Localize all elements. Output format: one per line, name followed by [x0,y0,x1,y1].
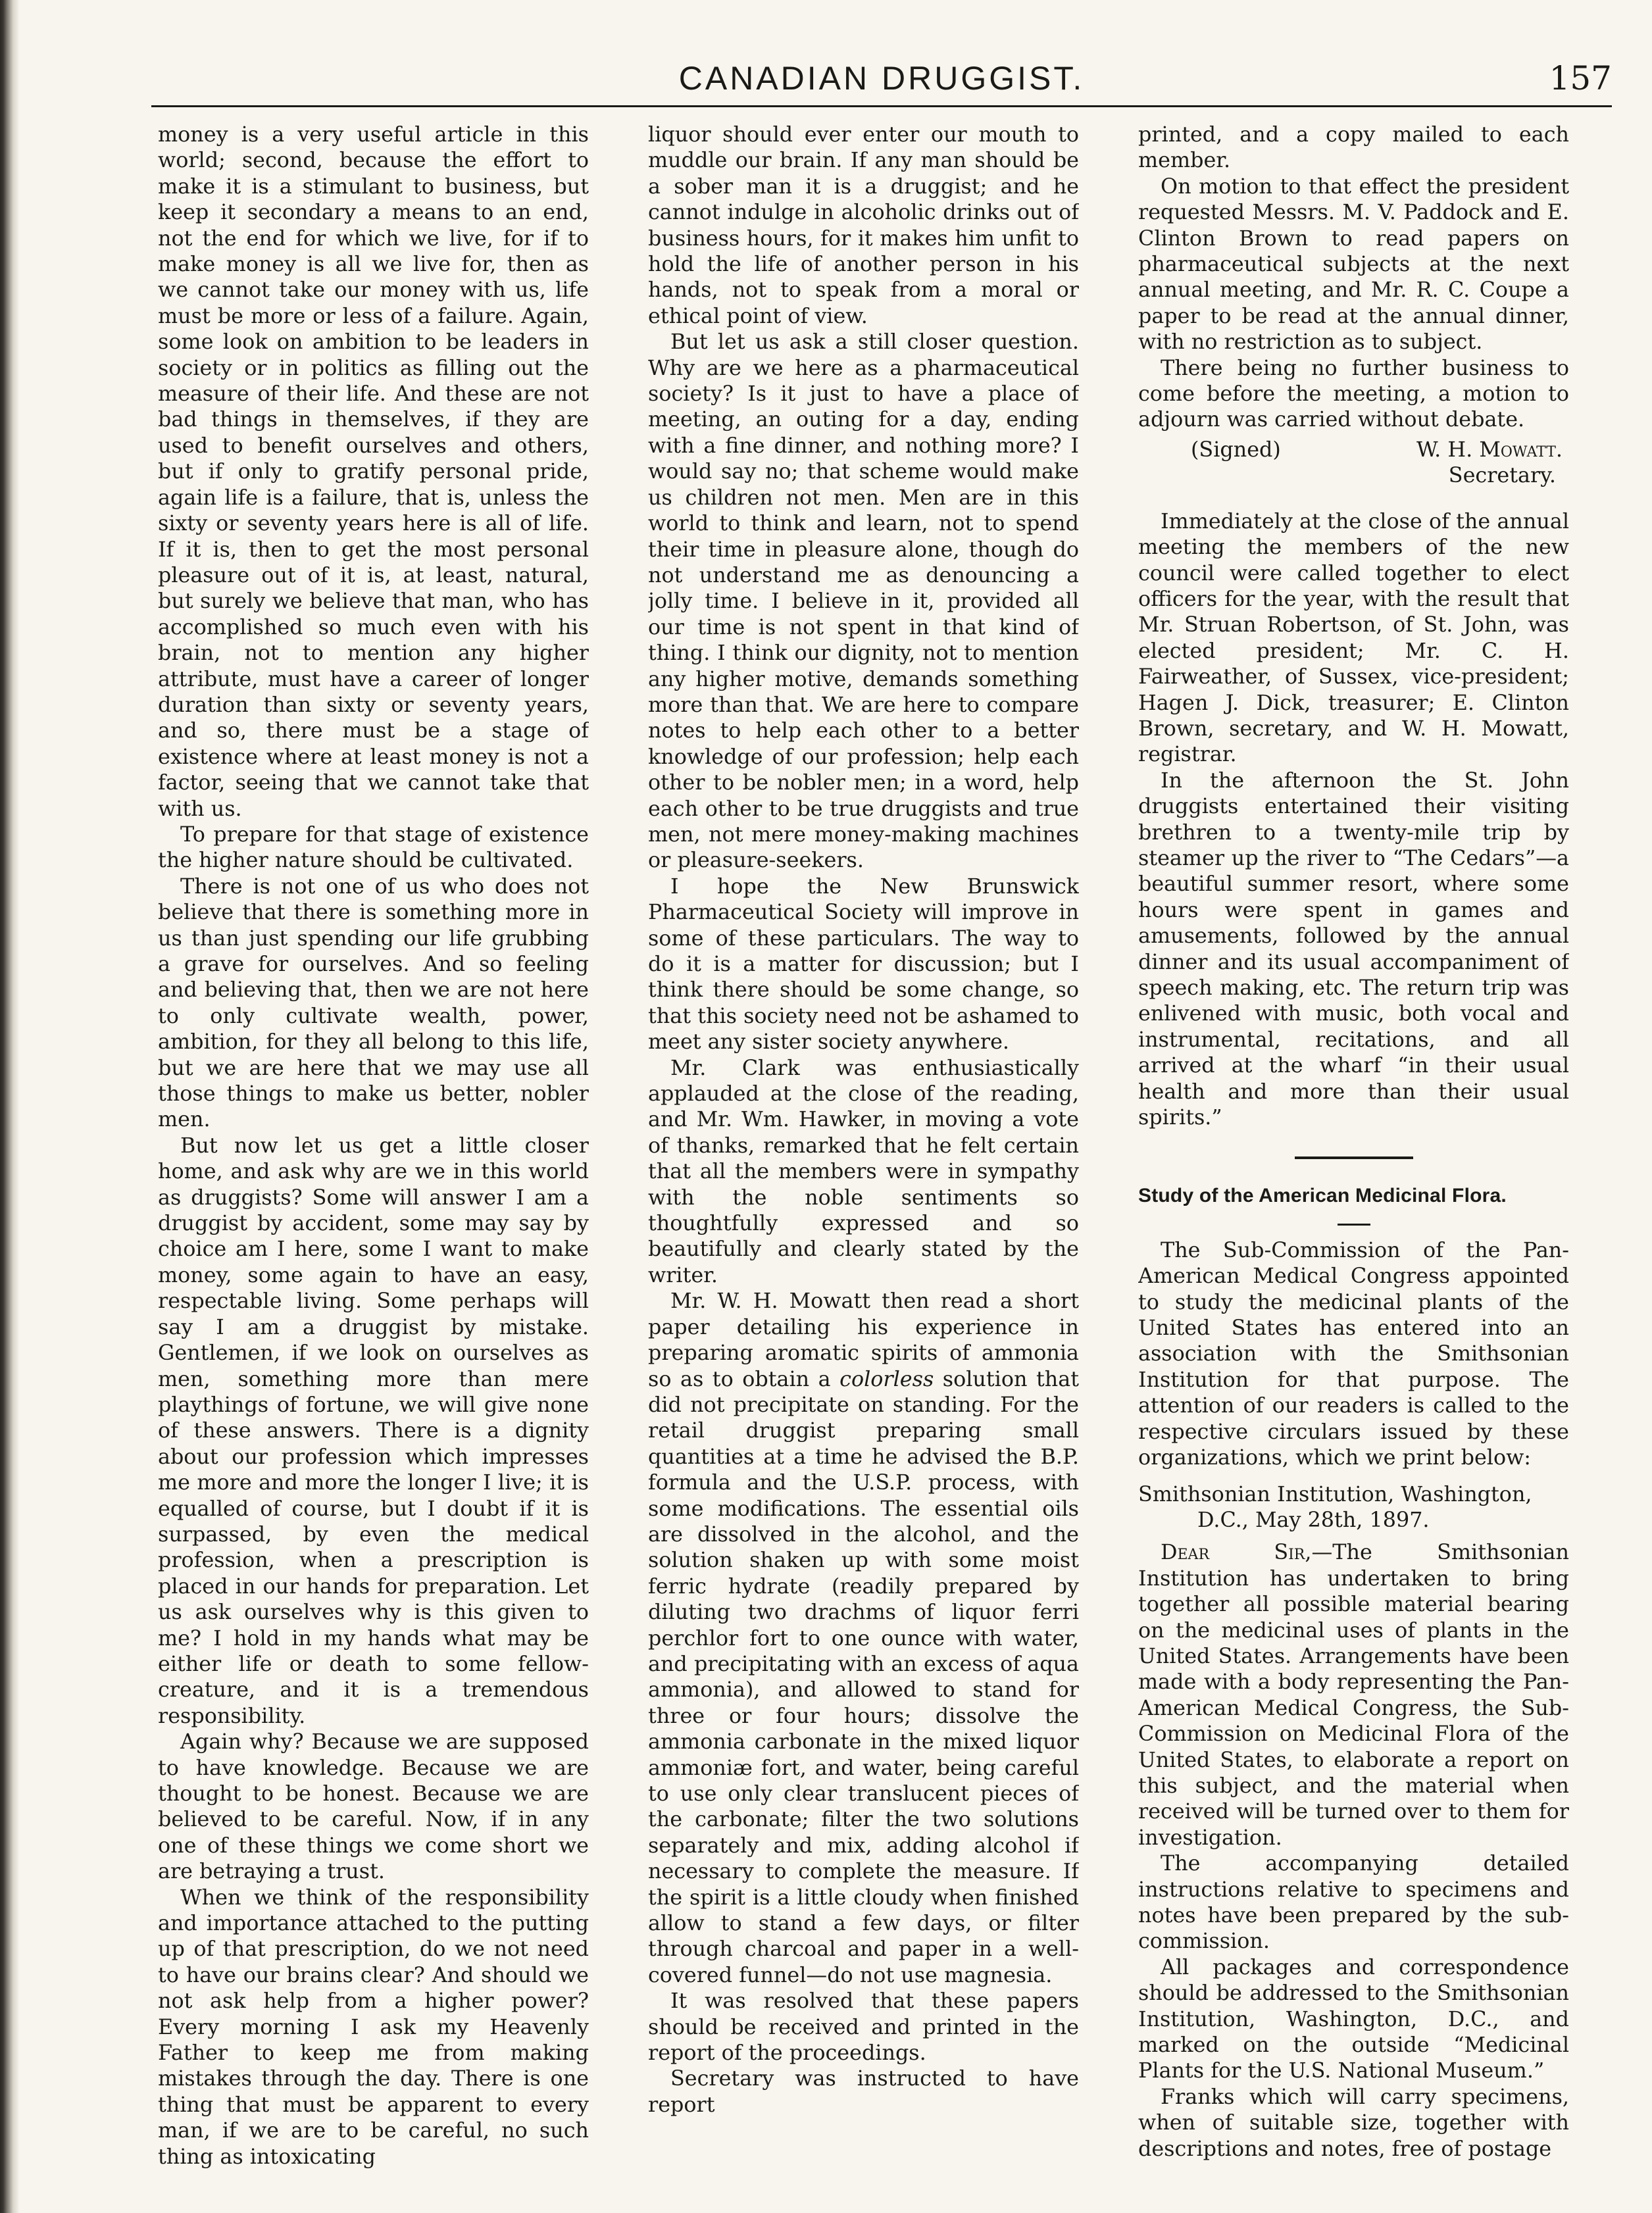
paragraph: The Sub-Commission of the Pan-American Medical Congress appointed to study the medicinal plants of the United States has entered into an association with the Smithsonian Institution for that purpose. The attention of our readers is called to the respective circulars issued by these organizations, which we print below: [1138,1237,1569,1470]
signature-line [1138,437,1569,462]
paragraph: All packages and correspondence should be addressed to the Smithsonian Institution, Washington, D.C., and marked on the outside “Medicinal Plants for the U.S. National Museum.” [1138,1954,1569,2083]
text-run: —The Smithsonian Institution has undertaken to bring together all possible material bearing on the medicinal uses of plants in the United States. Arrangements have been made with a body representing the Pan-American Medical Congress, the Sub-Commission on Medicinal Flora of the United States, to elaborate a report on this subject, and the material when received will be turned over to them for investigation. [1138,1540,1569,1850]
salutation: Dear Sir, [1161,1540,1312,1565]
paragraph: But now let us get a little closer home, and ask why are we in this world as druggists? Some will answer I am a druggist by accident, some may say by choice am I here, some I want to make money, some again to have an easy, respectable living. Some perhaps will say I am a druggist by mistake. Gentlemen, if we look on ourselves as men, something more than mere playthings of fortune, we will give none of these answers. There is a dignity about our profession which impresses me more and more the longer I live; it is equalled of course, but I doubt if it is surpassed, by even the medical profession, when a prescription is placed in our hands for preparation. Let us ask ourselves why is this given to me? I hold in my hands what may be either life or death to some fellow-creature, and it is a tremendous responsibility. [158,1133,589,1728]
page-number: 157 [1549,59,1612,97]
text-column-3 [1138,122,1569,2207]
heading-rule [1338,1224,1370,1226]
paragraph [1138,1539,1569,1851]
italic-term: colorless [839,1366,934,1391]
paragraph [648,1288,1079,1988]
journal-title: CANADIAN DRUGGIST. [678,60,1085,97]
paragraph: Immediately at the close of the annual meeting the members of the new council were called together to elect officers for the year, with the result that Mr. Struan Robertson, of St. John, was elected president; Mr. C. H. Fairweather, of Sussex, vice-president; Hagen J. Dick, treasurer; E. Clinton Brown, secretary, and W. H. Mowatt, registrar. [1138,509,1569,767]
paragraph: Franks which will carry specimens, when of suitable size, together with descriptions and notes, free of postage [1138,2084,1569,2161]
text-run: Mr. W. H. Mowatt then read a short paper detailing his experience in preparing aromatic spirits of ammonia so as to obtain a [648,1289,1079,1391]
signer-name: W. H. Mowatt. [1416,437,1563,462]
paragraph: The accompanying detailed instructions relative to specimens and notes have been prepared by the sub-commission. [1138,1851,1569,1954]
signed-label: (Signed) [1191,437,1281,462]
text-column-1 [158,122,589,2207]
text-column-2 [648,122,1079,2207]
paragraph: printed, and a copy mailed to each member. [1138,122,1569,173]
paragraph: It was resolved that these papers should be received and printed in the report of the proceedings. [648,1989,1079,2066]
paragraph: Mr. Clark was enthusiastically applauded at the close of the reading, and Mr. Wm. Hawker, in moving a vote of thanks, remarked that he felt certain that all the members were in sympathy with the noble sentiments so thoughtfully expressed and so beautifully and clearly stated by the writer. [648,1055,1079,1287]
letter-dateline [1138,1481,1569,1533]
paragraph: I hope the New Brunswick Pharmaceutical Society will improve in some of these particulars. The way to do it is a matter for discussion; but I think there should be some change, so that this society need not be ashamed to meet any sister society anywhere. [648,874,1079,1055]
header-rule [151,105,1612,107]
paragraph: In the afternoon the St. John druggists entertained their visiting brethren to a twenty-mile trip by steamer up the river to “The Cedars”—a beautiful summer resort, where some hours were spent in games and amusements, followed by the annual dinner and its usual accompaniment of speech making, etc. The return trip was enlivened with music, both vocal and instrumental, recitations, and all arrived at the wharf “in their usual health and more than their usual spirits.” [1138,768,1569,1130]
section-divider [1295,1156,1413,1159]
binding-edge [0,0,20,2213]
paragraph: There being no further business to come before the meeting, a motion to adjourn was carried without debate. [1138,355,1569,432]
paragraph: On motion to that effect the president requested Messrs. M. V. Paddock and E. Clinton Brown to read papers on pharmaceutical subjects at the next annual meeting, and Mr. R. C. Coupe a paper to be read at the annual dinner, with no restriction as to subject. [1138,174,1569,355]
paragraph: To prepare for that stage of existence the higher nature should be cultivated. [158,822,589,873]
dateline-place: Smithsonian Institution, Washington, [1138,1481,1532,1506]
paragraph: liquor should ever enter our mouth to muddle our brain. If any man should be a sober man it is a druggist; and he cannot indulge in alcoholic drinks out of business hours, for it makes him unfit to hold the life of another person in his hands, not to speak from a moral or ethical point of view. [648,122,1079,328]
paragraph: Again why? Because we are supposed to have knowledge. Because we are thought to be honest. Because we are believed to be careful. Now, if in any one of these things we come short we are betraying a trust. [158,1729,589,1884]
dateline-date: D.C., May 28th, 1897. [1197,1507,1430,1532]
paragraph: money is a very useful article in this world; second, because the effort to make it is a stimulant to business, but keep it secondary a means to an end, not the end for which we live, for if to make money is all we live for, then as we cannot take our money with us, life must be more or less of a failure. Again, some look on ambition to be leaders in society or in politics as filling out the measure of their life. And these are not bad things in themselves, if they are used to benefit ourselves and others, but if only to gratify personal pride, again life is a failure, that is, unless the sixty or seventy years here is all of life. If it is, then to get the most personal pleasure out of it is, at least, natural, but surely we believe that man, who has accomplished so much even with his brain, not to mention any higher attribute, must have a career of longer duration than sixty or seventy years, and so, there must be a stage of existence where at least money is not a factor, seeing that we cannot take that with us. [158,122,589,821]
signer-title: Secretary. [1448,463,1556,488]
text-run: solution that did not precipitate on standing. For the retail druggist preparing small quantities at a time he advised the B.P. formula and the U.S.P. process, with some modifications. The essential oils are dissolved in the alcohol, and the solution shaken up with some moist ferric hydrate (readily prepared by diluting two drachms of liquor ferri perchlor fort to one ounce with water, and precipitating with an excess of aqua ammonia), and allowed to stand for three or four hours; dissolve the ammonia carbonate in the mixed liquor ammoniæ fort, and water, being careful to use only clear translucent pieces of the carbonate; filter the two solutions separately and mix, adding alcohol if necessary to complete the measure. If the spirit is a little cloudy when finished allow to stand a few days, or filter through charcoal and paper in a well-covered funnel—do not use magnesia. [648,1366,1079,1987]
paragraph: But let us ask a still closer question. Why are we here as a pharmaceutical society? Is it just to have a place of meeting, an outing for a day, ending with a fine dinner, and nothing more? I would say no; that scheme would make us children not men. Men are in this world to think and learn, not to spend their time in pleasure alone, though do not understand me as denouncing a jolly time. I believe in it, provided all our time is not spent in that kind of thing. I think our dignity, not to mention any higher motive, demands something more than that. We are here to compare notes to help each other to a better knowledge of our profession; help each other to be nobler men; in a word, help each other to be true druggists and true men, not mere money-making machines or pleasure-seekers. [648,330,1079,873]
running-header [151,59,1612,105]
section-heading: Study of the American Medicinal Flora. [1138,1185,1507,1207]
paragraph: Secretary was instructed to have report [648,2066,1079,2117]
paragraph: There is not one of us who does not believe that there is something more in us than just spending our life grubbing a grave for ourselves. And so feeling and believing that, then we are not here to only cultivate wealth, power, ambition, for they all belong to this life, but we are here that we may use all those things to make us better, nobler men. [158,874,589,1132]
paragraph: When we think of the responsibility and importance attached to the putting up of that prescription, do we not need to have our brains clear? And should we not ask help from a higher power? Every morning I ask my Heavenly Father to keep me from making mistakes through the day. There is one thing that must be apparent to every man, if we are to be careful, no such thing as intoxicating [158,1885,589,2169]
